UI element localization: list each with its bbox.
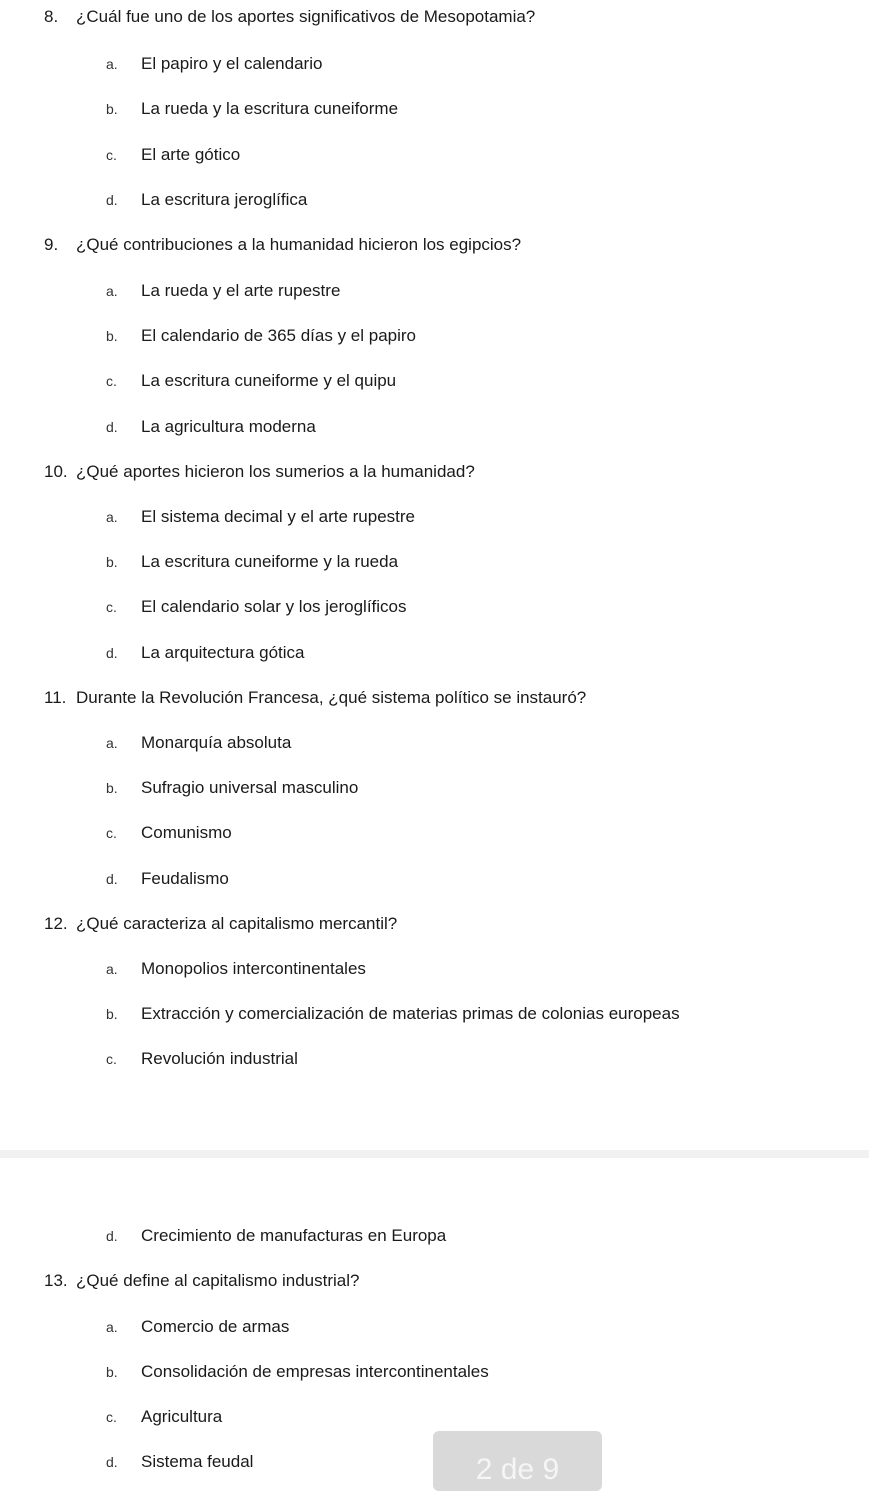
option-letter: a. [106,509,118,525]
option-letter: d. [106,419,118,435]
option-letter: d. [106,192,118,208]
option-letter: b. [106,1006,118,1022]
option-10b [106,552,398,572]
question-9 [44,235,521,255]
option-13a [106,1317,289,1337]
option-letter: a. [106,1319,118,1335]
page-indicator [433,1431,602,1491]
option-13c [106,1407,222,1427]
option-text: Comunismo [141,823,232,842]
option-text: Monopolios intercontinentales [141,959,366,978]
option-letter: b. [106,1364,118,1380]
option-letter: c. [106,1409,117,1425]
question-number: 8. [44,7,59,26]
option-text: Crecimiento de manufacturas en Europa [141,1226,447,1245]
question-number: 12. [44,914,68,933]
option-12b [106,1004,680,1024]
option-10d [106,643,305,663]
option-11d [106,869,229,889]
question-number: 11. [44,688,67,707]
option-text: Consolidación de empresas intercontinentales [141,1362,489,1381]
option-letter: b. [106,328,118,344]
page-break [0,1150,869,1158]
option-letter: b. [106,780,118,796]
option-letter: a. [106,961,118,977]
question-11 [44,688,586,708]
option-letter: b. [106,554,118,570]
option-8a [106,54,322,74]
option-letter: d. [106,645,118,661]
option-letter: d. [106,871,118,887]
option-8d [106,190,307,210]
question-10 [44,462,475,482]
option-9a [106,281,340,301]
question-13 [44,1271,359,1291]
option-text: La agricultura moderna [141,417,316,436]
option-letter: c. [106,825,117,841]
option-text: El sistema decimal y el arte rupestre [141,507,415,526]
question-text: ¿Qué caracteriza al capitalismo mercantil? [76,914,398,933]
option-11c [106,823,232,843]
option-letter: d. [106,1228,118,1244]
option-text: Comercio de armas [141,1317,290,1336]
option-text: Agricultura [141,1407,223,1426]
option-text: Monarquía absoluta [141,733,292,752]
option-12a [106,959,366,979]
option-text: La arquitectura gótica [141,643,305,662]
option-text: El calendario solar y los jeroglíficos [141,597,407,616]
question-12 [44,914,397,934]
question-text: ¿Qué contribuciones a la humanidad hicieron los egipcios? [76,235,522,254]
option-letter: c. [106,147,117,163]
option-letter: c. [106,373,117,389]
option-13d [106,1452,253,1472]
option-text: La escritura cuneiforme y el quipu [141,371,397,390]
option-letter: c. [106,1051,117,1067]
option-letter: a. [106,283,118,299]
option-10a [106,507,415,527]
option-letter: a. [106,56,118,72]
option-text: La escritura cuneiforme y la rueda [141,552,399,571]
option-9d [106,417,316,437]
option-text: Sufragio universal masculino [141,778,359,797]
question-text: ¿Qué aportes hicieron los sumerios a la humanidad? [76,462,475,481]
option-9b [106,326,416,346]
option-text: La rueda y el arte rupestre [141,281,341,300]
option-text: Revolución industrial [141,1049,298,1068]
option-letter: a. [106,735,118,751]
question-text: ¿Qué define al capitalismo industrial? [76,1271,360,1290]
option-text: Feudalismo [141,869,229,888]
option-text: El calendario de 365 días y el papiro [141,326,417,345]
option-12c [106,1049,298,1069]
option-text: El arte gótico [141,145,241,164]
question-8 [44,7,535,27]
option-12d [106,1226,446,1246]
option-13b [106,1362,489,1382]
option-text: El papiro y el calendario [141,54,323,73]
question-number: 10. [44,462,68,481]
option-letter: b. [106,101,118,117]
option-text: Extracción y comercialización de materias primas de colonias europeas [141,1004,680,1023]
option-letter: d. [106,1454,118,1470]
question-number: 9. [44,235,59,254]
option-10c [106,597,407,617]
option-11b [106,778,358,798]
option-9c [106,371,396,391]
option-11a [106,733,291,753]
question-text: Durante la Revolución Francesa, ¿qué sistema político se instauró? [76,688,587,707]
option-text: La rueda y la escritura cuneiforme [141,99,399,118]
question-number: 13. [44,1271,68,1290]
question-text: ¿Cuál fue uno de los aportes significativos de Mesopotamia? [76,7,536,26]
option-8b [106,99,398,119]
option-letter: c. [106,599,117,615]
option-text: Sistema feudal [141,1452,254,1471]
option-8c [106,145,240,165]
option-text: La escritura jeroglífica [141,190,308,209]
page-indicator-label: 2 de 9 [475,1453,560,1486]
